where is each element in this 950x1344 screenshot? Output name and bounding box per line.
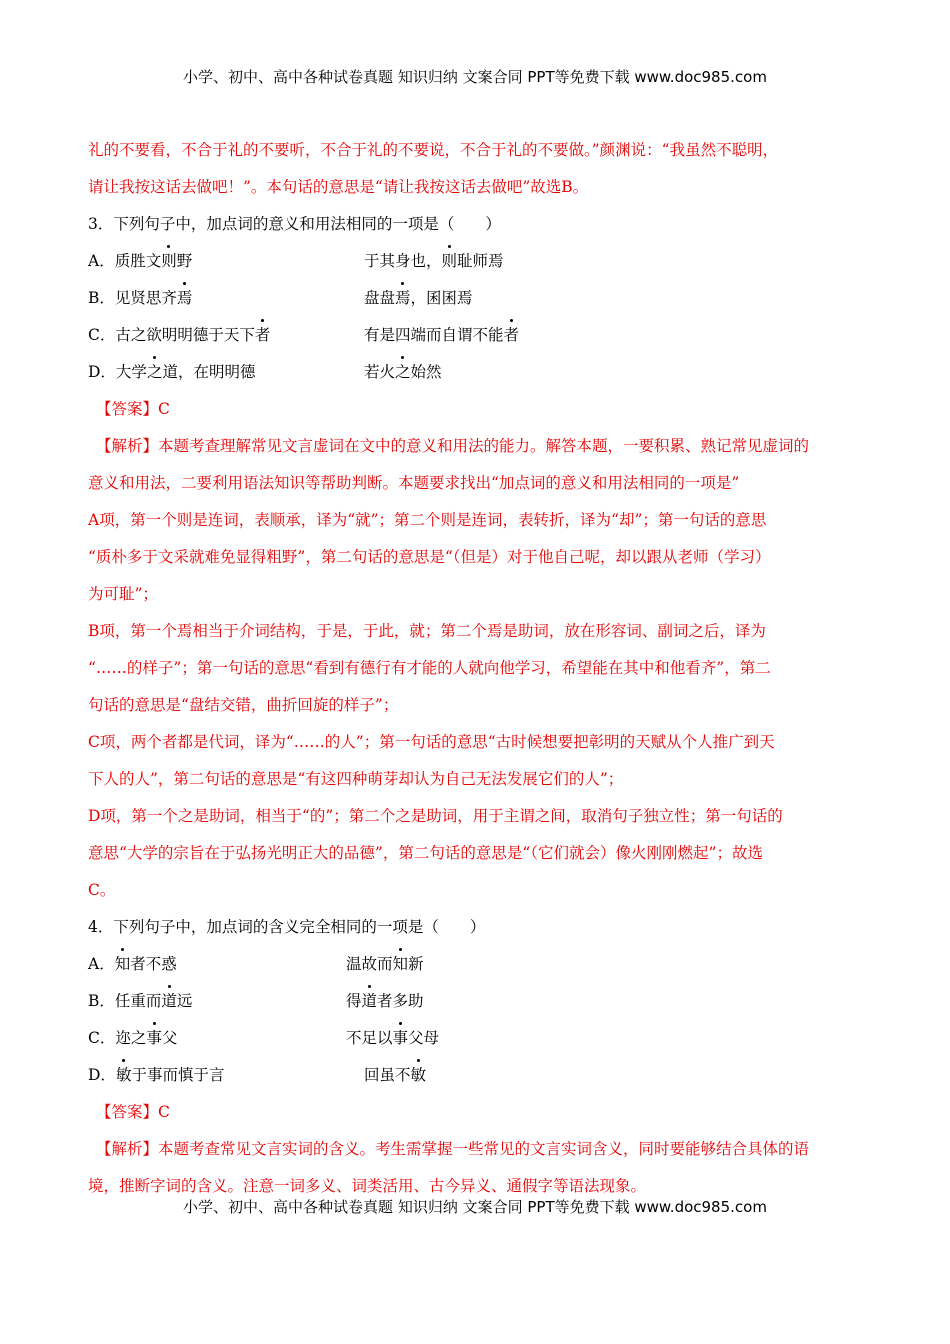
q4-c-right-post: 父母 (408, 1029, 440, 1047)
q3-analysis-line-4: “质朴多于文采就难免显得粗野”，第二句话的意思是“（但是）对于他自己呢，却以跟从老师（学习） (88, 548, 771, 566)
q4-a-right-dotted: 知 (393, 946, 409, 983)
q3-analysis-line-9: C项，两个者都是代词，译为“……的人”；第一句话的意思“古时候想要把彰明的天赋从个人推广到天 (88, 733, 775, 751)
q4-a-left-pre: A． (88, 955, 115, 973)
q3-analysis-text-1: 本题考查理解常见文言虚词在文中的意义和用法的能力。解答本题，一要积累、熟记常见虚词的 (158, 437, 810, 455)
document-body (88, 132, 863, 1205)
q4-b-right-post: 者多助 (377, 992, 424, 1010)
q3-b-right-pre: 盘盘 (364, 289, 396, 307)
q3-answer-value: C (158, 400, 170, 418)
q4-option-b (88, 983, 863, 1020)
q3-analysis-line-2: 意义和用法，二要利用语法知识等帮助判断。本题要求找出“加点词的意义和用法相同的一项是” (88, 474, 740, 492)
q3-option-c (88, 317, 863, 354)
q3-option-b (88, 280, 863, 317)
q3-analysis-line-12: 意思“大学的宗旨在于弘扬光明正大的品德”，第二句话的意思是“（它们就会）像火刚刚燃起”；故选 (88, 844, 763, 862)
q4-c-right-pre: 不足以 (346, 1029, 393, 1047)
q3-b-right-dotted: 焉 (395, 280, 411, 317)
q3-answer-tag: 【答案】 (96, 400, 159, 418)
q3-b-left-dotted: 焉 (177, 280, 193, 317)
q4-c-right-dotted: 事 (393, 1020, 409, 1057)
q3-a-right-post: 耻师焉 (457, 252, 504, 270)
q3-analysis-line-5: 为可耻”； (88, 585, 158, 603)
q4-a-left-post: 者不惑 (130, 955, 177, 973)
q3-d-left-post: 道，在明明德 (162, 363, 256, 381)
intro-line-2: 请让我按这话去做吧！”。本句话的意思是“请让我按这话去做吧”故选B。 (88, 178, 589, 196)
q4-d-left-post: 于事而慎于言 (131, 1066, 225, 1084)
q3-d-left-pre: D．大学 (88, 363, 147, 381)
q4-b-left-post: 远 (176, 992, 193, 1010)
q4-b-right-pre: 得 (346, 992, 362, 1010)
q4-answer-tag: 【答案】 (96, 1103, 159, 1121)
header-banner: 小学、初中、高中各种试卷真题 知识归纳 文案合同 PPT等免费下载 www.doc985.com (183, 68, 767, 86)
q3-analysis-line-8: 句话的意思是“盘结交错，曲折回旋的样子”； (88, 696, 399, 714)
q3-c-right-dotted: 者 (504, 317, 520, 354)
q3-analysis-line-6: B项，第一个焉相当于介词结构，于是，于此，就；第二个焉是助词，放在形容词、副词之后，译为 (88, 622, 766, 640)
q3-a-left-dotted: 则 (161, 243, 177, 280)
q4-d-right-dotted: 敏 (411, 1057, 427, 1094)
q3-analysis-tag: 【解析】 (96, 437, 159, 455)
q3-analysis-line-10: 下人的人”，第二句话的意思是“有这四种萌芽却认为自己无法发展它们的人”； (88, 770, 624, 788)
q4-d-right-pre: 回虽不 (364, 1066, 411, 1084)
q3-analysis-line-13: C。 (88, 881, 116, 899)
q3-analysis-line-1 (88, 428, 863, 465)
q3-stem: 3．下列句子中，加点词的意义和用法相同的一项是（ ） (88, 215, 501, 233)
q3-a-left-post: 野 (176, 252, 193, 270)
q3-d-right-post: 始然 (410, 363, 442, 381)
q4-option-d (88, 1057, 863, 1094)
q4-b-left-pre: B．任重而 (88, 992, 162, 1010)
q3-b-left-pre: B．见贤思齐 (88, 289, 177, 307)
q4-c-left-post: 父 (161, 1029, 178, 1047)
q3-analysis-line-11: D项，第一个之是助词，相当于“的”；第二个之是助词，用于主谓之间，取消句子独立性；第一句话的 (88, 807, 783, 825)
q4-d-left-dotted: 敏 (116, 1057, 132, 1094)
q3-analysis-line-3: A项，第一个则是连词，表顺承，译为“就”；第二个则是连词，表转折，译为“却”；第一句话的意思 (88, 511, 767, 529)
q4-analysis-text-1: 本题考查常见文言实词的含义。考生需掌握一些常见的文言实词含义，同时要能够结合具体的语 (158, 1140, 810, 1158)
q4-answer (88, 1094, 863, 1131)
q4-a-right-post: 新 (408, 955, 424, 973)
q4-b-left-dotted: 道 (161, 983, 177, 1020)
q3-c-right-pre: 有是四端而自谓不能 (364, 326, 504, 344)
q3-a-left-pre: A．质胜文 (88, 252, 162, 270)
q4-analysis-line-1 (88, 1131, 863, 1168)
q3-c-left-pre: C．古之欲明明德于天下 (88, 326, 255, 344)
q4-c-left-pre: C．迩之 (88, 1029, 147, 1047)
q4-analysis-tag: 【解析】 (96, 1140, 159, 1158)
q3-b-right-post: ，囷囷焉 (410, 289, 473, 307)
q3-d-right-pre: 若火 (364, 363, 396, 381)
q4-c-left-dotted: 事 (146, 1020, 162, 1057)
q3-d-left-dotted: 之 (147, 354, 163, 391)
q4-d-left-pre: D． (88, 1066, 116, 1084)
footer-banner: 小学、初中、高中各种试卷真题 知识归纳 文案合同 PPT等免费下载 www.doc985.com (183, 1198, 767, 1216)
q4-b-right-dotted: 道 (362, 983, 378, 1020)
q3-analysis-line-7: “……的样子”；第一句话的意思“看到有德行有才能的人就向他学习，希望能在其中和他看齐”，第二 (88, 659, 771, 677)
q4-option-a (88, 946, 863, 983)
q3-a-right-pre: 于其身也， (364, 252, 442, 270)
q3-c-left-dotted: 者 (255, 317, 271, 354)
q3-d-right-dotted: 之 (395, 354, 411, 391)
q3-option-d (88, 354, 863, 391)
intro-line-1: 礼的不要看，不合于礼的不要听，不合于礼的不要说，不合于礼的不要做。”颜渊说：“我虽然不聪明， (88, 141, 779, 159)
q3-a-right-dotted: 则 (442, 243, 458, 280)
q4-stem: 4．下列句子中，加点词的含义完全相同的一项是（ ） (88, 918, 486, 936)
q4-a-left-dotted: 知 (115, 946, 131, 983)
q4-a-right-pre: 温故而 (346, 955, 393, 973)
q3-option-a (88, 243, 863, 280)
q4-answer-value: C (158, 1103, 170, 1121)
q3-answer (88, 391, 863, 428)
q4-option-c (88, 1020, 863, 1057)
q4-analysis-line-2: 境，推断字词的含义。注意一词多义、词类活用、古今异义、通假字等语法现象。 (88, 1177, 647, 1195)
